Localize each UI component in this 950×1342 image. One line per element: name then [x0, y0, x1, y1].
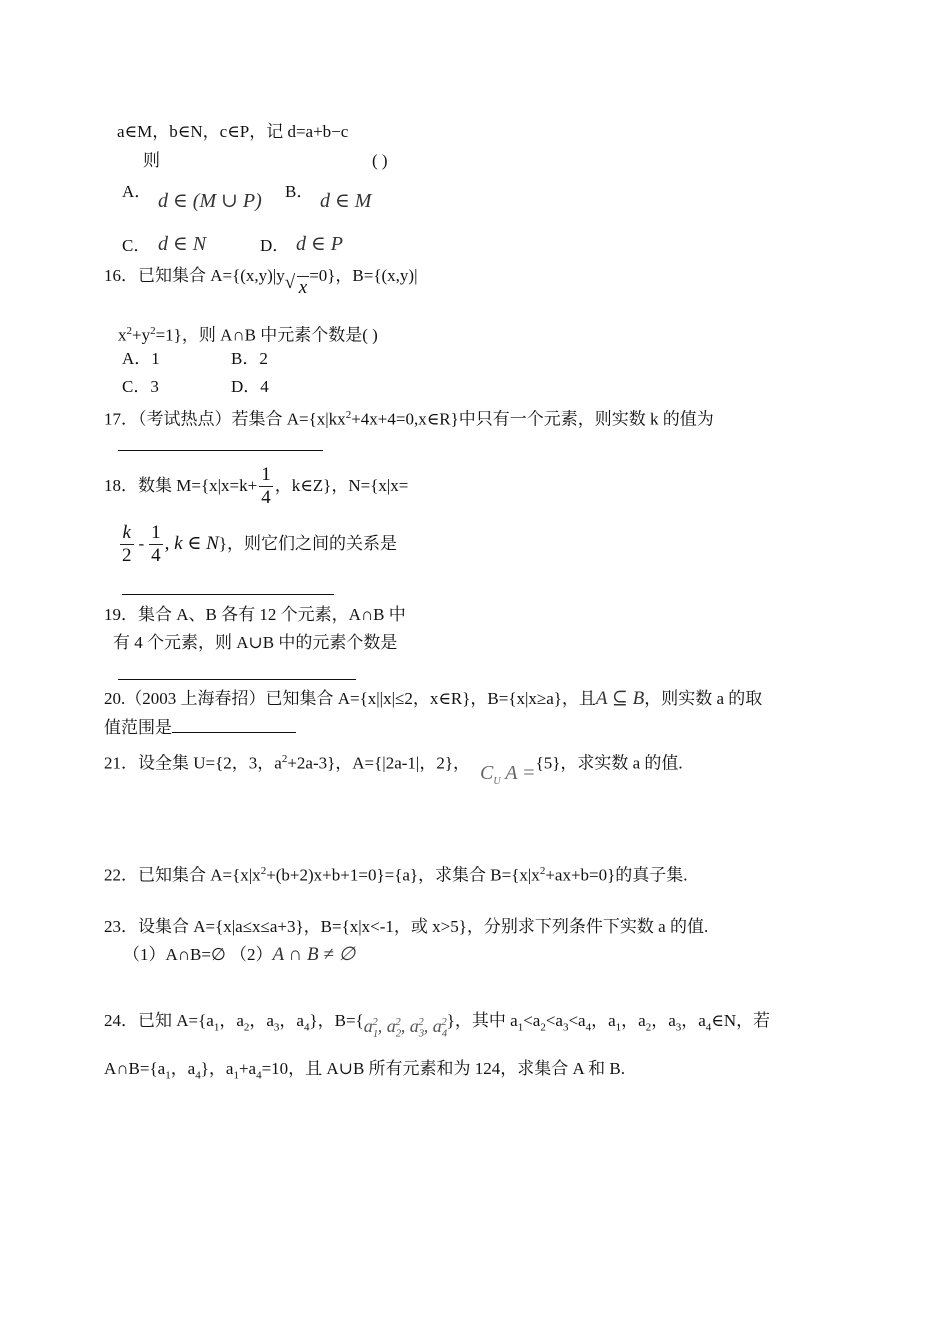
q16-pre: 16．已知集合 A={(x,y)|y — [104, 266, 285, 285]
q24-line2: $A\cap B=\{a_1$，$a_4$}，$a_1+a_4=10$，且 A∪B 所有元素和为 124，求集合 A 和 B. — [104, 1059, 625, 1082]
q15-option-b-label: B． — [285, 182, 314, 201]
q22-mid: +(b+2)x+b+1=0}={a}，求集合 B={x|x — [266, 865, 540, 885]
q18-minus: - — [138, 534, 145, 553]
q16-y: +y — [132, 325, 151, 345]
q22-pre: 22．已知集合 A={x|x — [104, 865, 261, 885]
q23-cond1: （1）A∩B=∅ — [123, 945, 226, 964]
q23-line1: 23．设集合 A={x|a≤x≤a+3}，B={x|x<-1，或 x>5}，分别求下列条件下实数 a 的值. — [104, 917, 709, 936]
q16-line2 — [118, 320, 378, 347]
q18-frac2: $\frac{k}{2}$ — [122, 521, 132, 566]
q16-x: x — [118, 325, 127, 345]
q15-option-b-math: d ∈ M — [320, 190, 372, 212]
q16-sqrt-arg: x — [298, 277, 308, 298]
q17-post: +4x+4=0,x∈R}中只有一个元素，则实数 k 的值为 — [351, 409, 714, 429]
q16-post: =0}，B={(x,y)| — [309, 266, 418, 285]
q20-line1 — [104, 688, 762, 710]
q16-option-b: B．2 — [231, 349, 268, 368]
q24-squares: $a_1^2$, $a_2^2$, $a_3^2$, $a_4^2$ — [363, 1016, 448, 1040]
q21-complement: $C_U$ A = — [479, 761, 536, 787]
q17-sup: 2 — [345, 409, 352, 421]
q21-mid: +2a-3}，A={|2a-1|，2}， — [287, 753, 470, 773]
q15-paren: ( ) — [372, 151, 388, 170]
q19-line2: 有 4 个元素，则 A∪B 中的元素个数是 — [113, 633, 398, 652]
q23-cond2-math: A ∩ B ≠ ∅ — [272, 944, 356, 965]
q15-option-c-math: d ∈ N — [158, 233, 207, 255]
q18-post: }，则它们之间的关系是 — [218, 534, 398, 553]
q21-line — [104, 748, 683, 787]
q22-sup2: 2 — [539, 865, 546, 877]
q18-pre: 18．数集 M={x|x=k+ — [104, 476, 258, 495]
q16-rest: =1}，则 A∩B 中元素个数是( ) — [155, 325, 378, 345]
q15-then: 则 — [143, 151, 160, 170]
q19-answer-blank — [118, 665, 356, 680]
q18-mid: ，k∈Z}，N={x|x= — [274, 476, 409, 495]
q18-frac3: $\frac{1}{4}$ — [151, 521, 161, 566]
q17-line — [104, 404, 714, 431]
q18-frac1: $\frac{1}{4}$ — [261, 463, 271, 508]
q23-cond2-label: （2） — [230, 945, 273, 964]
q24-line1: 24．已知 $A=\{a_1$，$a_2$，$a_3$，$a_4$}，$B=\{a_1^2$, $a_2^2$, $a_3^2$, $a_4^2$}，其中 $a_1<a_2<a_3<a_4$，$a_1$，$a_2$，$a_3$，$a_4\in N$，若 — [104, 1011, 771, 1040]
q20-line2 — [104, 717, 296, 739]
q21-post: {5}，求实数 a 的值. — [535, 753, 683, 773]
q15-option-d-label: D． — [260, 236, 290, 255]
q17-answer-blank — [118, 436, 323, 451]
q18-line1 — [104, 458, 408, 514]
q22-sup1: 2 — [260, 865, 267, 877]
q20-line2-text: 值范围是 — [104, 718, 172, 737]
q23-line2 — [123, 944, 355, 966]
q19-line1: 19．集合 A、B 各有 12 个元素，A∩B 中 — [104, 605, 406, 624]
q22-line — [104, 860, 688, 887]
q16-sup2: 2 — [150, 325, 156, 337]
q16-option-d: D．4 — [231, 377, 269, 396]
q20-answer-blank — [172, 718, 296, 733]
q18-math-tail: , k ∈ N — [164, 533, 219, 554]
q20-post: ，则实数 a 的取 — [644, 689, 763, 708]
q15-option-a-math: d ∈ (M ∪ P) — [158, 190, 262, 212]
q21-pre: 21．设全集 U={2，3，a — [104, 753, 282, 773]
q18-line2 — [118, 516, 397, 572]
q21-sup: 2 — [281, 753, 288, 765]
q16-line1 — [104, 265, 418, 299]
q16-option-c: C．3 — [122, 377, 159, 396]
q15-option-a-label: A． — [122, 182, 152, 201]
q18-answer-blank — [122, 580, 334, 595]
q20-pre: 20.（2003 上海春招）已知集合 A={x||x|≤2，x∈R}，B={x|x≥a}，且 — [104, 689, 596, 708]
sqrt-symbol: √ x — [284, 272, 308, 298]
q15-option-d-math: d ∈ P — [296, 233, 344, 255]
q20-math: A ⊆ B — [595, 688, 645, 709]
q16-option-a: A．1 — [122, 349, 160, 368]
q17-pre: 17．（考试热点）若集合 A={x|kx — [104, 409, 346, 429]
q16-sup1: 2 — [126, 325, 132, 337]
q22-post: +ax+b=0}的真子集. — [545, 865, 688, 885]
q15-line1: a∈M，b∈N，c∈P，记 d=a+b−c — [117, 122, 349, 141]
q15-option-c-label: C． — [122, 236, 151, 255]
